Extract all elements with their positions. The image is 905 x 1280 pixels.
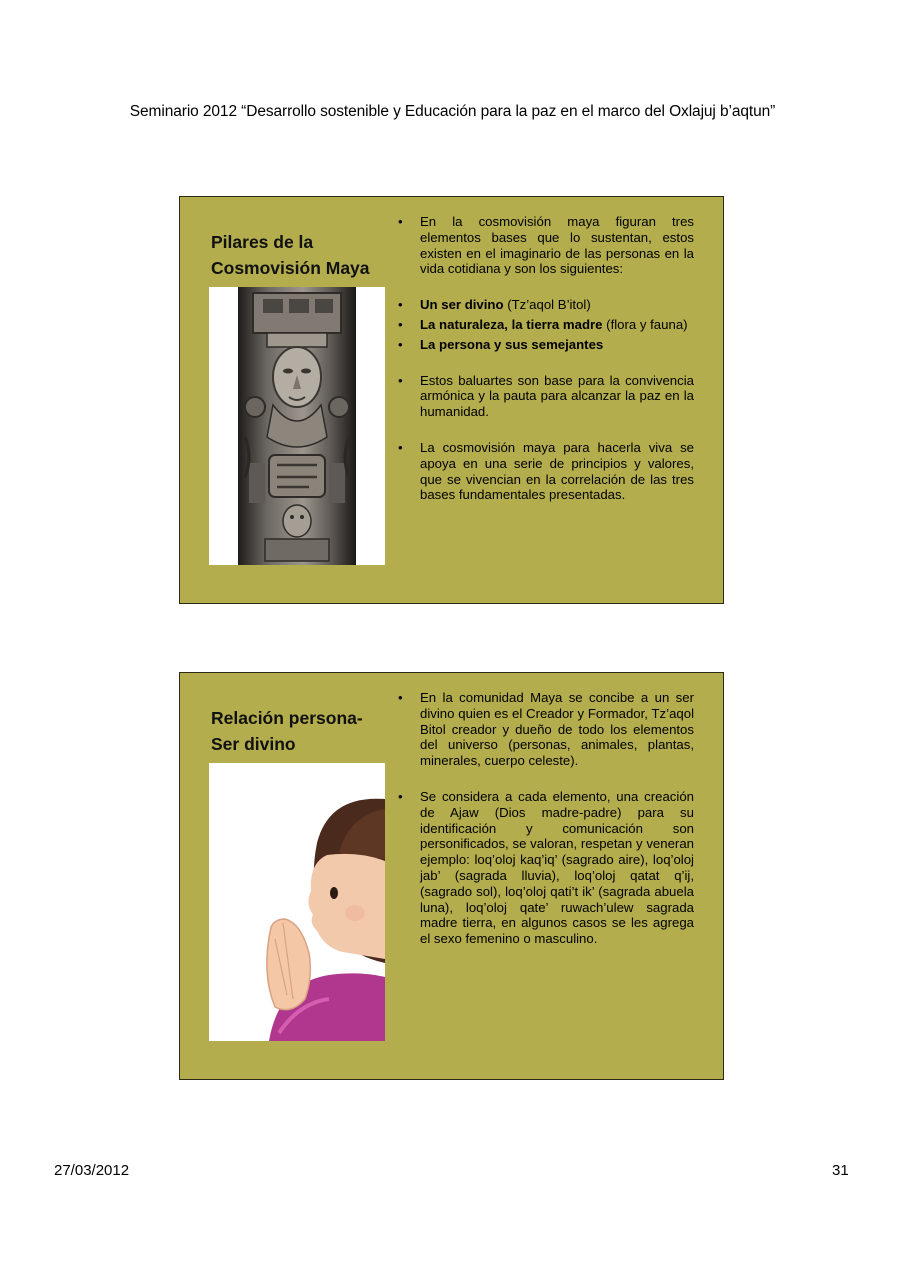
list-item: • En la cosmovisión maya figuran tres elementos bases que lo sustentan, estos existen en el imaginario de las personas en la vida cotidiana y son los siguientes: (396, 214, 694, 277)
slide-title (211, 705, 386, 757)
slide-relacion-persona (179, 672, 724, 1080)
list-item: • Estos baluartes son base para la convivencia armónica y la pauta para alcanzar la paz en la humanidad. (396, 373, 694, 420)
list-item: • Un ser divino (Tz’aqol B’itol) (396, 297, 694, 313)
slide-title-line-1: Relación persona- (211, 708, 363, 728)
page-number: 31 (832, 1162, 849, 1179)
slide-title-line-2: Ser divino (211, 734, 296, 754)
list-item: • La cosmovisión maya para hacerla viva se apoya en una serie de principios y valores, que se vivencian en la correlación de las tres bases fundamentales presentadas. (396, 440, 694, 503)
list-item: • La naturaleza, la tierra madre (flora y fauna) (396, 317, 694, 333)
slide-pilares-cosmovision (179, 196, 724, 604)
praying-child-photo (209, 763, 385, 1041)
slide-title-line-2: Cosmovisión Maya (211, 258, 370, 278)
slide-title (211, 229, 386, 281)
praying-child-icon (209, 763, 385, 1041)
list-item: • En la comunidad Maya se concibe a un ser divino quien es el Creador y Formador, Tz’aqol Bitol creador y dueño de todo los elementos del universo (personas, animales, plantas, minerales, cuerpo celeste). (396, 690, 694, 769)
slide2-bullet-list (396, 690, 694, 947)
footer-date: 27/03/2012 (54, 1162, 130, 1179)
maya-stela-icon (209, 287, 385, 565)
list-item: • La persona y sus semejantes (396, 337, 694, 353)
document-header: Seminario 2012 “Desarrollo sostenible y Educación para la paz en el marco del Oxlajuj b’aqtun” (129, 103, 776, 120)
slide1-bullet-list (396, 214, 694, 503)
slide-title-line-1: Pilares de la (211, 232, 314, 252)
maya-stela-photo (209, 287, 385, 565)
list-item: • Se considera a cada elemento, una creación de Ajaw (Dios madre-padre) para su identificación y comunicación son personificados, se valoran, respetan y veneran ejemplo: loq’oloj kaq’iq’ (sagrado aire), loq’oloj jab’ (sagrada lluvia), loq’oloj qatat q’ij, (sagrado sol), loq’oloj qati’t ik’ (sagrada abuela luna), loq’oloj qate’ ruwach’ulew sagrada madre tierra, en algunos casos se les agrega el sexo femenino o masculino. (396, 789, 694, 947)
